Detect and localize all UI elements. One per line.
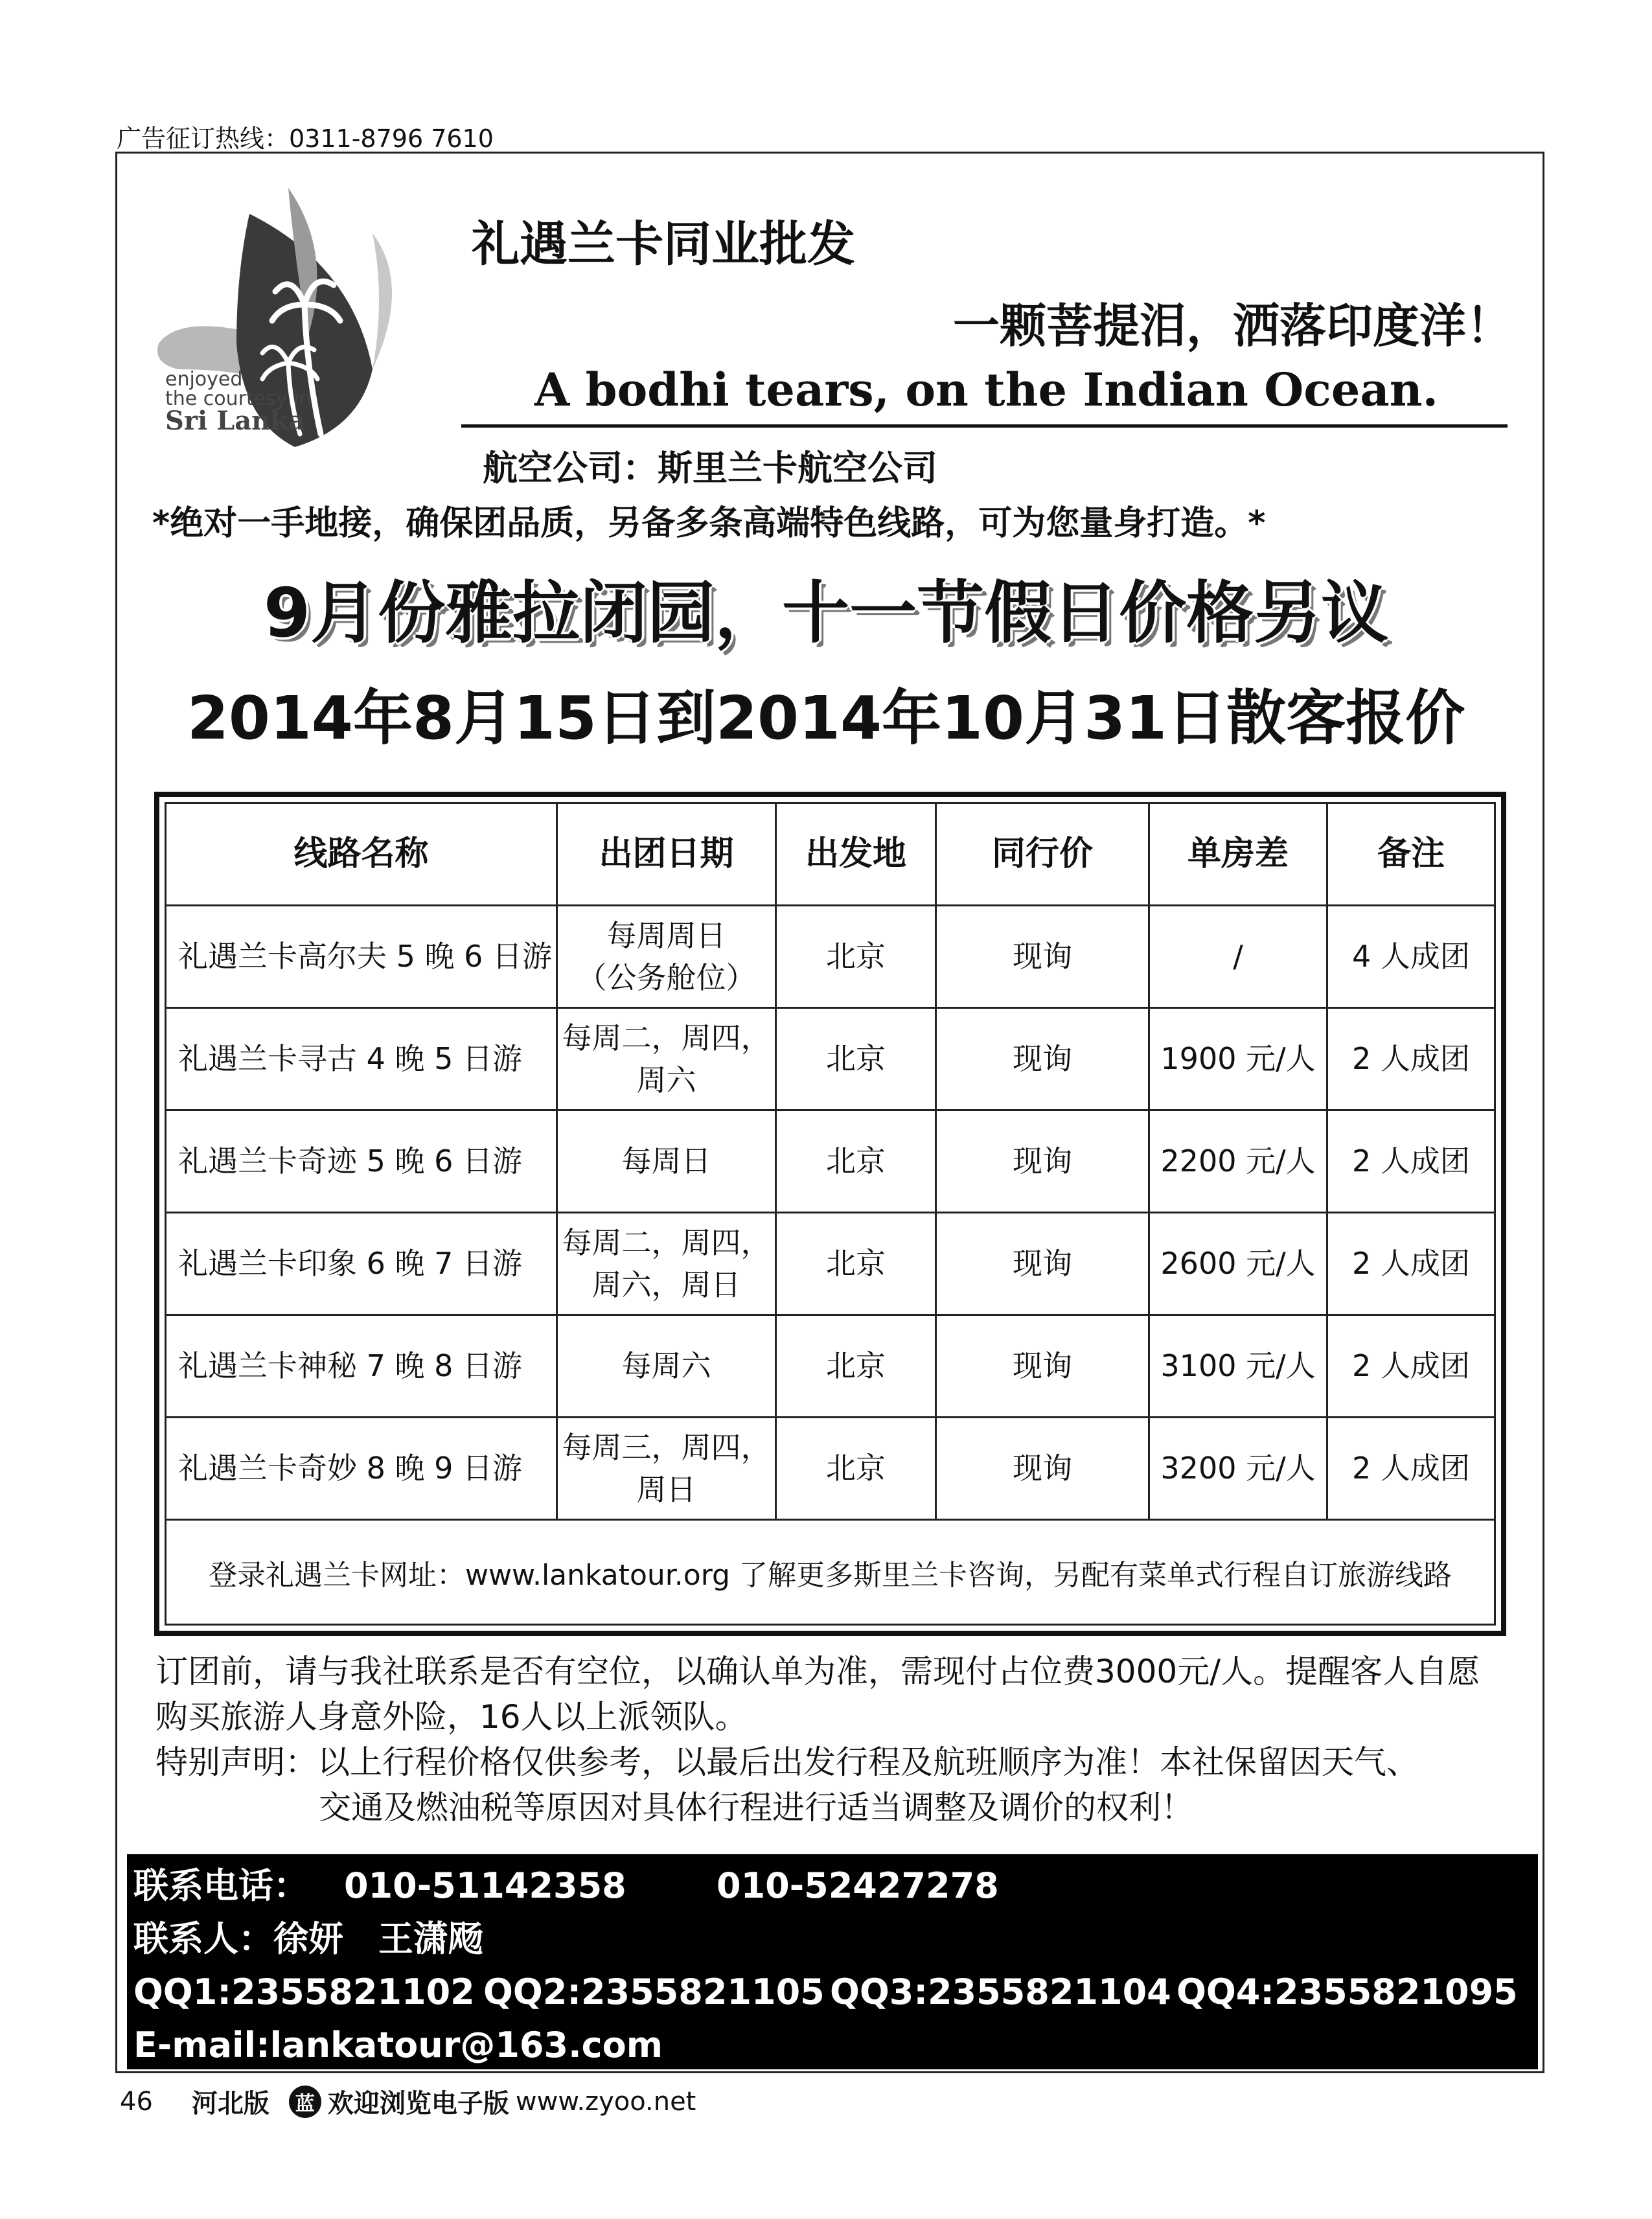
departure-date: 每周六 <box>558 1316 777 1416</box>
special-statement: 特别声明：以上行程价格仅供参考，以最后出发行程及航班顺序为准！本社保留因天气、 <box>155 1743 1419 1781</box>
website-link[interactable]: www.zyoo.net <box>515 2086 696 2117</box>
email: E-mail:lankatour@163.com <box>133 2025 663 2065</box>
origin: 北京 <box>777 906 937 1007</box>
service-promise: *绝对一手地接，确保团品质，另备多条高端特色线路，可为您量身打造。* <box>152 504 1266 543</box>
origin: 北京 <box>777 1213 937 1314</box>
table-row <box>166 1316 1494 1418</box>
edition-label: 河北版 <box>191 2089 270 2119</box>
table-row <box>166 1009 1494 1111</box>
qq-4: QQ4:2355821095 <box>1176 1972 1518 2012</box>
phone-1: 010-51142358 <box>344 1865 626 1906</box>
single-supplement: 2600 元/人 <box>1150 1213 1328 1314</box>
welcome-text: 欢迎浏览电子版 <box>327 2089 509 2119</box>
table-row <box>166 1213 1494 1316</box>
route-name: 礼遇兰卡寻古 4 晚 5 日游 <box>166 1009 558 1109</box>
table-row <box>166 1418 1494 1521</box>
page-footer <box>120 2083 696 2120</box>
single-supplement: 1900 元/人 <box>1150 1009 1328 1109</box>
single-supplement: / <box>1150 906 1328 1007</box>
departure-date: 每周二，周四， 周六 <box>558 1009 777 1109</box>
price-period-headline: 2014年8月15日到2014年10月31日散客报价 <box>187 684 1465 753</box>
departure-date: 每周二，周四， 周六，周日 <box>558 1213 777 1314</box>
page-number: 46 <box>120 2086 153 2117</box>
note: 2 人成团 <box>1352 1451 1470 1486</box>
header-date: 出团日期 <box>558 804 777 904</box>
ad-hotline: 广告征订热线：0311-8796 7610 <box>117 124 494 153</box>
trade-price: 现询 <box>937 906 1150 1007</box>
phone-2: 010-52427278 <box>717 1865 999 1906</box>
publisher-badge-icon: 蓝 <box>289 2086 321 2118</box>
trade-price: 现询 <box>937 1009 1150 1109</box>
contact-person: 联系人：徐妍 王潇飏 <box>133 1918 483 1959</box>
slogan-english: A bodhi tears, on the Indian Ocean. <box>534 363 1438 417</box>
header-single-supplement: 单房差 <box>1150 804 1328 904</box>
note: 2 人成团 <box>1352 1144 1470 1179</box>
contact-block <box>127 1854 1538 2069</box>
single-supplement: 3100 元/人 <box>1150 1316 1328 1416</box>
notes-line: 订团前，请与我社联系是否有空位，以确认单为准，需现付占位费3000元/人。提醒客人自愿 <box>155 1653 1480 1690</box>
company-title: 礼遇兰卡同业批发 <box>472 216 855 272</box>
single-supplement: 2200 元/人 <box>1150 1111 1328 1212</box>
qq-2: QQ2:2355821105 <box>483 1972 825 2012</box>
origin: 北京 <box>777 1111 937 1212</box>
header-divider <box>461 424 1508 428</box>
price-table <box>154 792 1506 1636</box>
origin: 北京 <box>777 1009 937 1109</box>
route-name: 礼遇兰卡印象 6 晚 7 日游 <box>166 1213 558 1314</box>
booking-notes <box>155 1649 1480 1830</box>
yala-closure-headline: 9月份雅拉闭园，十一节假日价格另议 <box>263 573 1389 652</box>
trade-price: 现询 <box>937 1316 1150 1416</box>
note: 2 人成团 <box>1352 1041 1470 1077</box>
departure-date: 每周日 <box>558 1111 777 1212</box>
airline-info: 航空公司：斯里兰卡航空公司 <box>483 448 937 489</box>
trade-price: 现询 <box>937 1111 1150 1212</box>
note: 2 人成团 <box>1352 1246 1470 1282</box>
route-name: 礼遇兰卡奇妙 8 晚 9 日游 <box>166 1418 558 1519</box>
single-supplement: 3200 元/人 <box>1150 1418 1328 1519</box>
route-name: 礼遇兰卡神秘 7 晚 8 日游 <box>166 1316 558 1416</box>
qq-1: QQ1:2355821102 <box>133 1972 475 2012</box>
table-header-row <box>166 804 1494 906</box>
origin: 北京 <box>777 1316 937 1416</box>
header-note: 备注 <box>1377 834 1445 874</box>
trade-price: 现询 <box>937 1418 1150 1519</box>
logo-text-courtesy: the courtesy in <box>165 387 312 410</box>
special-statement-cont: 交通及燃油税等原因对具体行程进行适当调整及调价的权利！ <box>319 1789 1193 1826</box>
sri-lanka-logo <box>139 175 437 473</box>
header-route: 线路名称 <box>166 804 558 904</box>
departure-date: 每周周日 （公务舱位） <box>558 906 777 1007</box>
origin: 北京 <box>777 1418 937 1519</box>
route-name: 礼遇兰卡奇迹 5 晚 6 日游 <box>166 1111 558 1212</box>
logo-text-srilanka: Sri Lanka <box>165 406 305 436</box>
header-price: 同行价 <box>937 804 1150 904</box>
notes-line: 购买旅游人身意外险，16人以上派领队。 <box>155 1698 748 1736</box>
slogan-chinese: 一颗菩提泪，洒落印度洋！ <box>952 298 1513 353</box>
route-name: 礼遇兰卡高尔夫 5 晚 6 日游 <box>166 906 558 1007</box>
table-footer-website: 登录礼遇兰卡网址：www.lankatour.org 了解更多斯里兰卡咨询，另配有菜单式行程自订旅游线路 <box>209 1558 1452 1592</box>
logo-text-enjoyed: enjoyed <box>165 368 243 391</box>
table-row <box>166 906 1494 1009</box>
note: 4 人成团 <box>1352 939 1470 974</box>
note: 2 人成团 <box>1352 1348 1470 1384</box>
phone-label: 联系电话： <box>133 1865 308 1906</box>
departure-date: 每周三，周四， 周日 <box>558 1418 777 1519</box>
table-row <box>166 1111 1494 1213</box>
trade-price: 现询 <box>937 1213 1150 1314</box>
header-origin: 出发地 <box>777 804 937 904</box>
qq-3: QQ3:2355821104 <box>830 1972 1171 2012</box>
